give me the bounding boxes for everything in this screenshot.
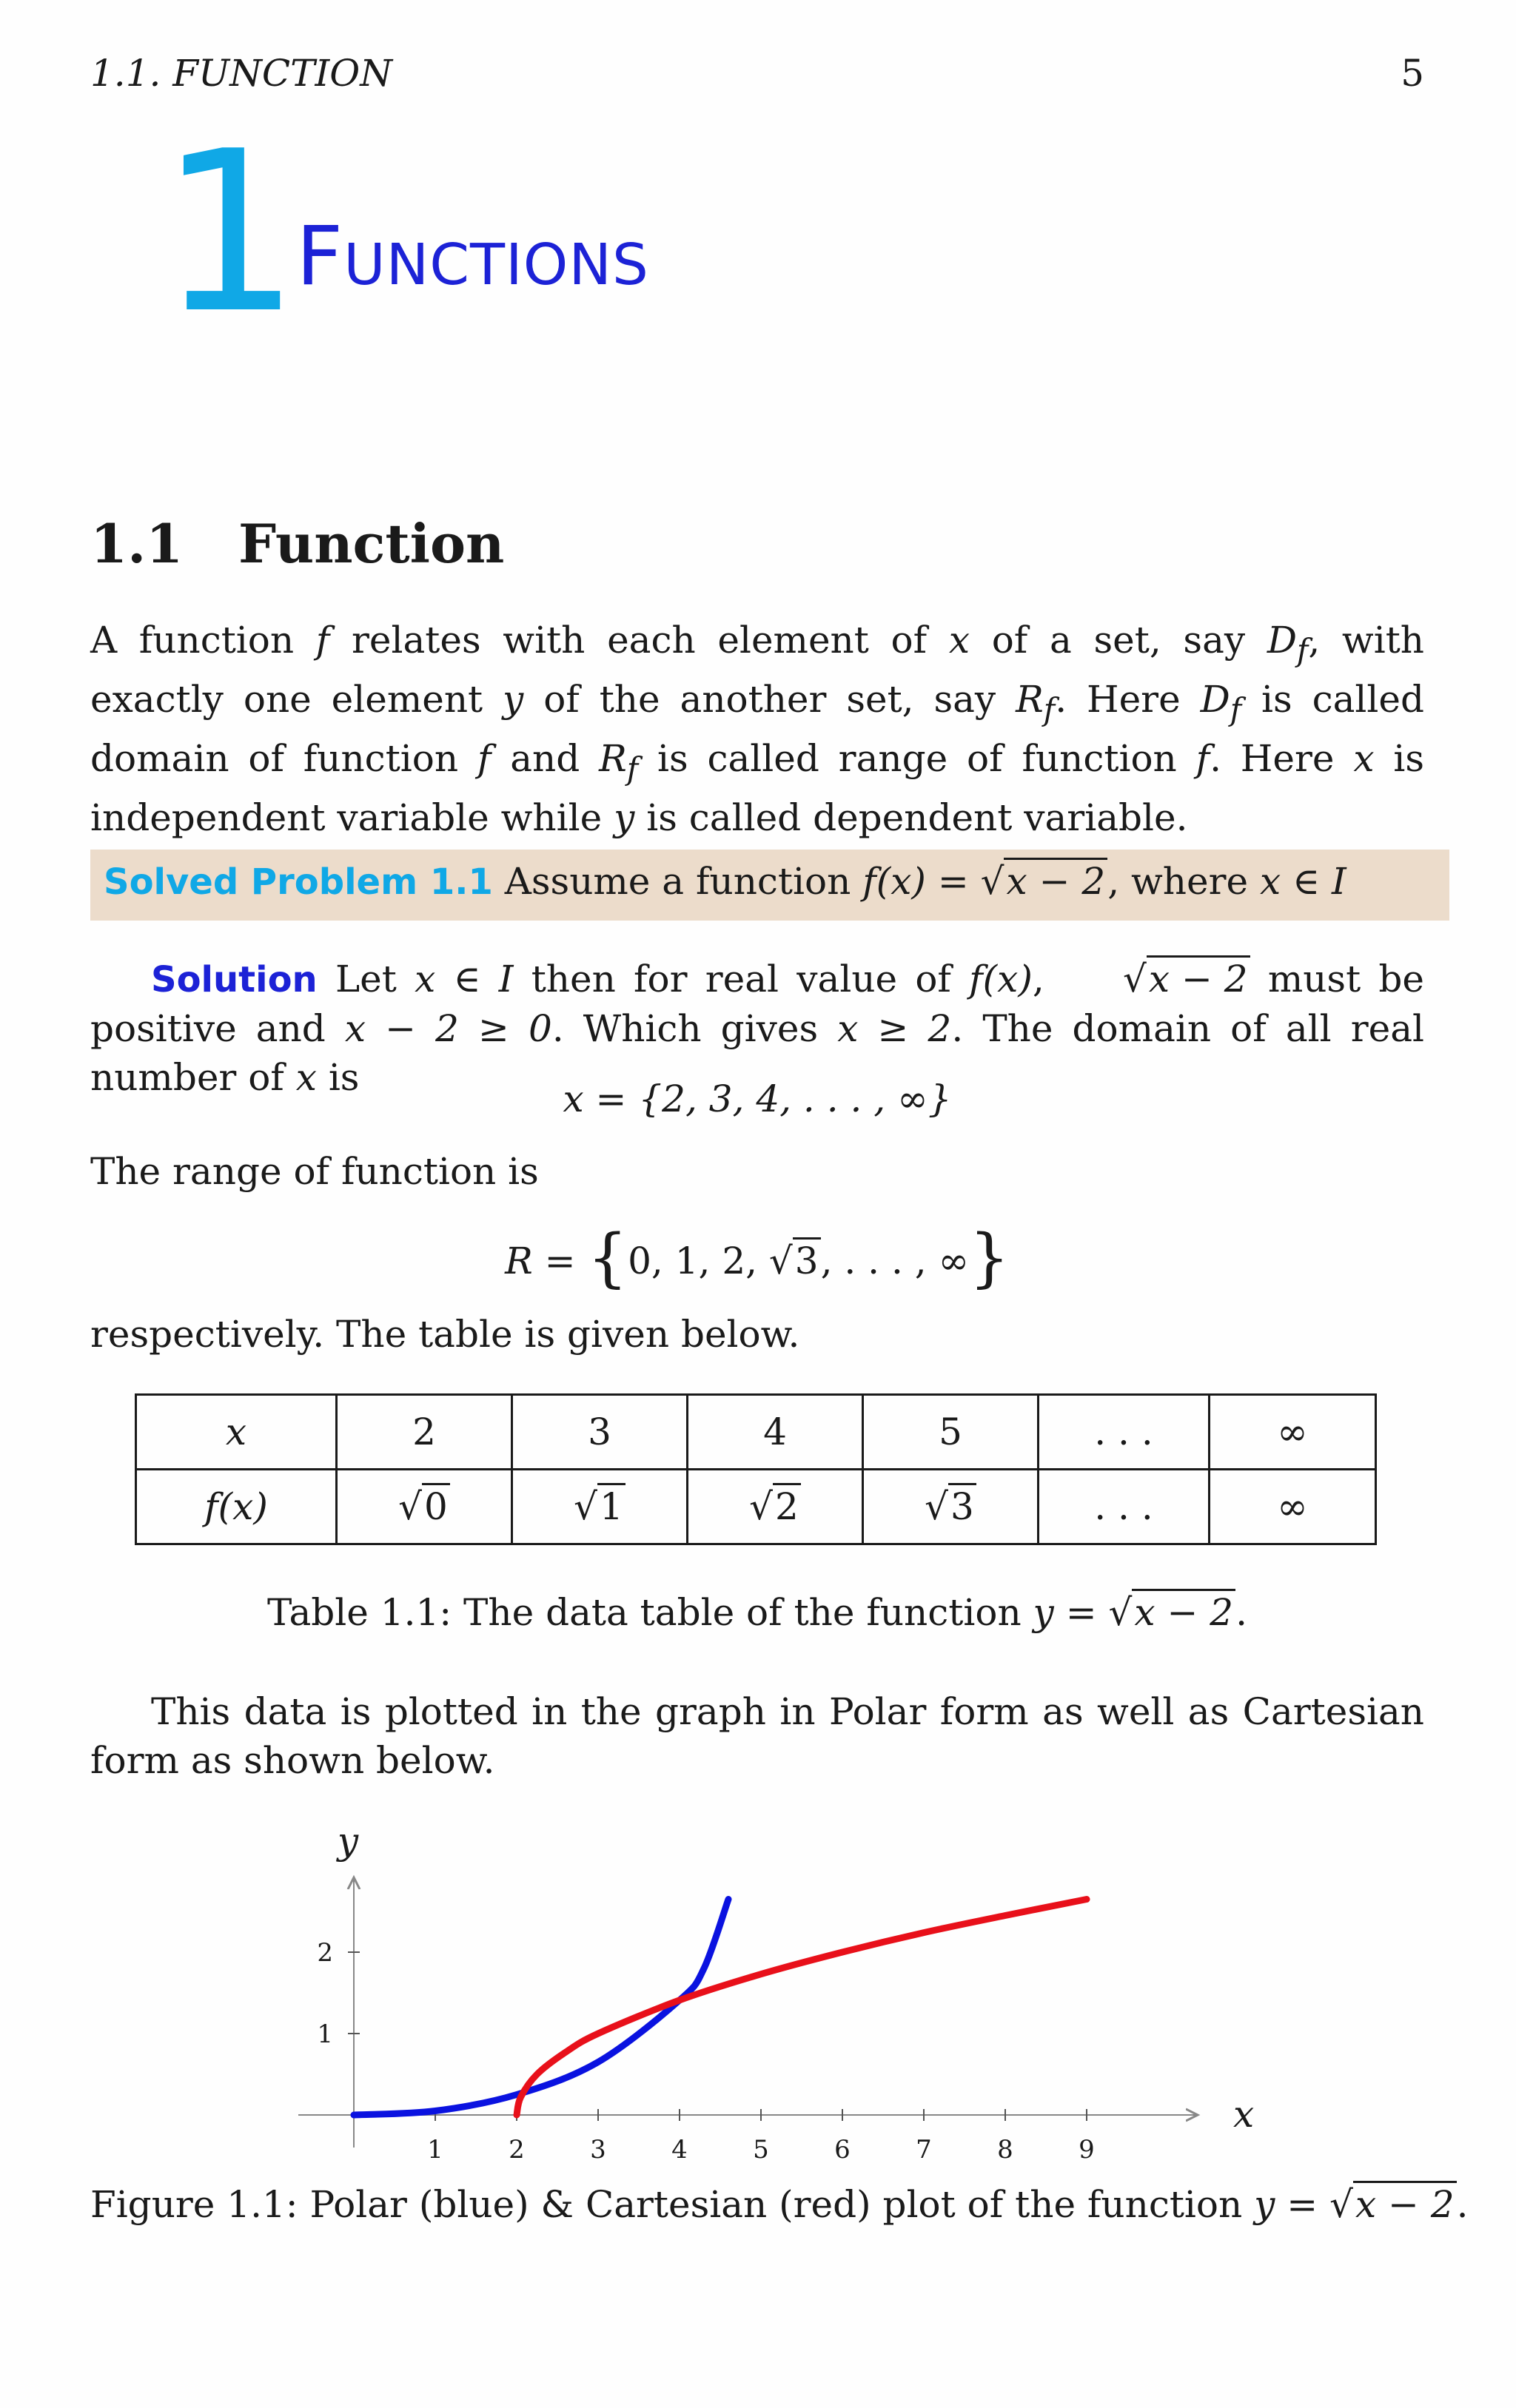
range-intro: The range of function is [90,1150,539,1193]
domain-equation: x = {2, 3, 4, . . . , ∞} [563,1077,952,1120]
chapter-title: Functions [296,209,649,303]
plot-intro-paragraph: This data is plotted in the graph in Polar form as well as Cartesian form as shown below. [90,1690,1424,1782]
solution-label: Solution [151,959,318,1000]
section-number: 1.1 [90,512,184,575]
table-cell: √2 [688,1470,863,1544]
x-axis-label: x [1233,2093,1255,2136]
x-tick-label: 6 [834,2135,851,2165]
table-cell: 2 [337,1395,512,1470]
x-tick-label: 7 [916,2135,932,2165]
table-cell: . . . [1039,1470,1210,1544]
page-number: 5 [1401,52,1424,95]
chapter-number: 1 [159,104,293,362]
x-tick-label: 3 [590,2135,606,2165]
y-tick-label: 1 [317,2019,333,2049]
x-tick-label: 4 [671,2135,688,2165]
respectively-text: respectively. The table is given below. [90,1313,800,1356]
table-cell: ∞ [1210,1470,1376,1544]
table-caption: Table 1.1: The data table of the function y = √x − 2. [90,1591,1424,1634]
y-tick-label: 2 [317,1938,333,1968]
table-cell: 4 [688,1395,863,1470]
table-cell: f(x) [136,1470,337,1544]
table-cell: √1 [512,1470,688,1544]
cartesian-curve [517,1900,1087,2116]
table-cell: 5 [863,1395,1039,1470]
x-tick-label: 9 [1079,2135,1095,2165]
intro-paragraph: A function f relates with each element of x of a set, say $D_f$, with exactly one element y of the another set, say $R_f$. Here $D_f$ is called domain of function f and $R_f$ is called range of function f. Here x is independent variable while y is called dependent variable. [90,619,1425,839]
section-title: Function [238,512,505,575]
solution-paragraph: Solution Let x ∈ I then for real value of f(x), √x − 2 must be positive and x − 2 ≥ 0. Which gives x ≥ 2. The domain of all real number of x is [90,955,1424,1102]
range-equation: R = {0, 1, 2, √3, . . . , ∞} [505,1221,1010,1295]
table-cell: . . . [1039,1395,1210,1470]
x-tick-label: 2 [509,2135,525,2165]
table-cell: x [136,1395,337,1470]
polar-curve [354,1900,728,2116]
running-header-section: 1.1. FUNCTION [90,52,392,95]
table-cell: 3 [512,1395,688,1470]
figure-caption: Figure 1.1: Polar (blue) & Cartesian (red) plot of the function y = √x − 2. [90,2183,1424,2226]
table-cell: √3 [863,1470,1039,1544]
x-tick-label: 8 [997,2135,1013,2165]
y-axis-label: y [337,1820,359,1863]
table-cell: √0 [337,1470,512,1544]
solved-problem-box: Solved Problem 1.1 Assume a function f(x) = √x − 2, where x ∈ I [90,850,1449,921]
sqrt-expression: √x − 2 [981,860,1108,903]
x-tick-label: 5 [753,2135,769,2165]
table-cell: ∞ [1210,1395,1376,1470]
sqrt-expression: √x − 2 [1062,955,1250,1003]
solved-problem-label: Solved Problem 1.1 [104,861,493,903]
x-tick-label: 1 [427,2135,443,2165]
